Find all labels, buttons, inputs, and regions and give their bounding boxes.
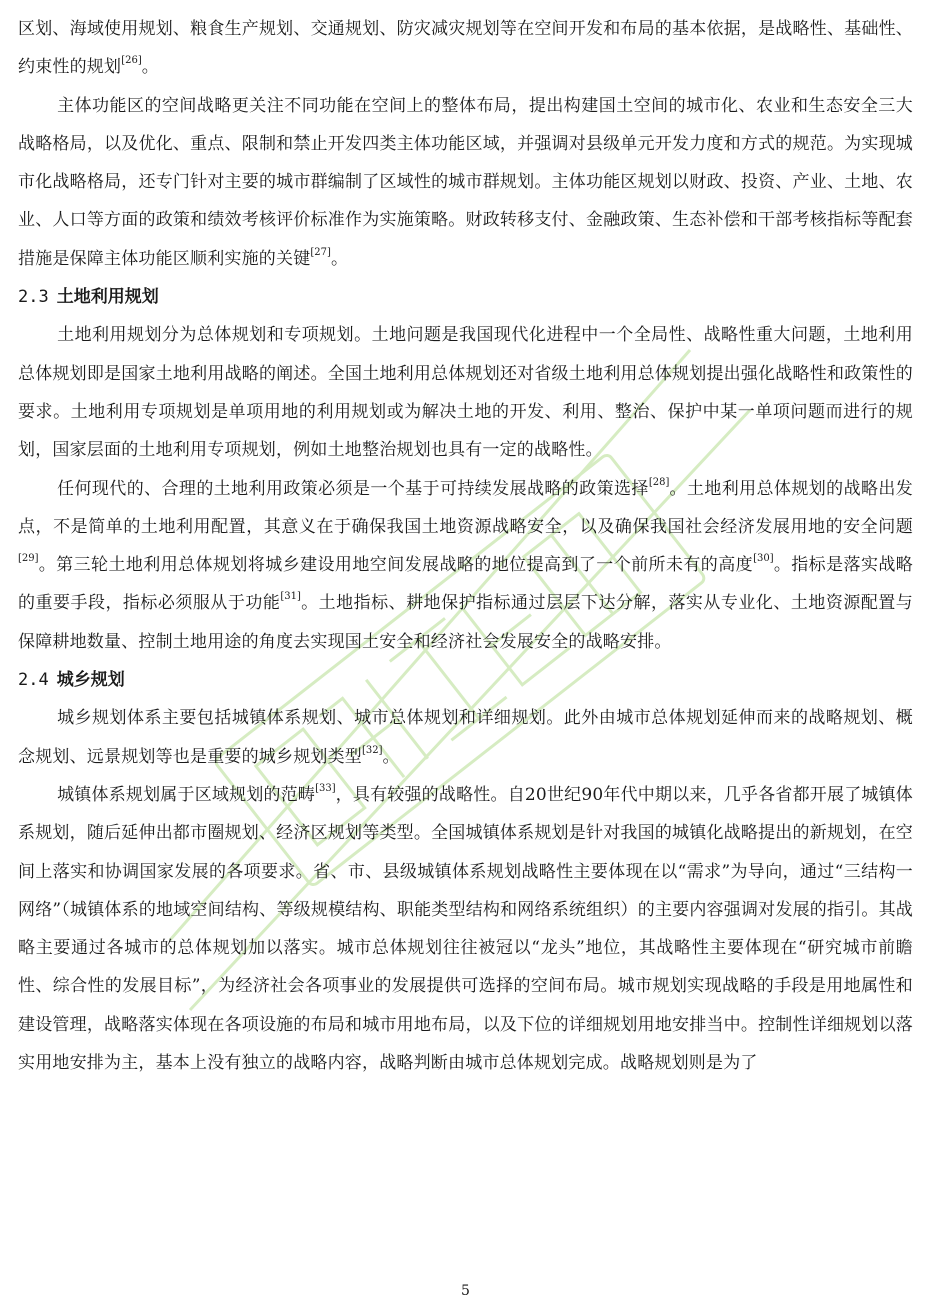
body-text-2-4 xyxy=(18,699,913,1082)
section-heading-2-4 xyxy=(18,661,913,699)
paragraph xyxy=(18,10,913,87)
paragraph xyxy=(18,699,913,776)
page-number: 5 xyxy=(461,1283,470,1299)
paragraph-text: 。 xyxy=(330,248,349,269)
citation-ref[interactable]: [27] xyxy=(310,246,331,258)
citation-ref[interactable]: [26] xyxy=(121,55,142,67)
section-number: 2.3 xyxy=(18,287,49,308)
citation-ref[interactable]: [33] xyxy=(315,782,336,794)
citation-ref[interactable]: [29] xyxy=(18,553,39,565)
document-page xyxy=(18,10,913,1082)
body-text-top xyxy=(18,10,913,278)
citation-ref[interactable]: [32] xyxy=(362,744,383,756)
paragraph-text: 主体功能区的空间战略更关注不同功能在空间上的整体布局，提出构建国土空间的城市化、农业和生态安全三大战略格局，以及优化、重点、限制和禁止开发四类主体功能区域，并强调对县级单元开发力度和方式的规范。为实现城市化战略格局，还专门针对主要的城市群编制了区域性的城市群规划。主体功能区规划以财政、投资、产业、土地、农业、人口等方面的政策和绩效考核评价标准作为实施策略。财政转移支付、金融政策、生态补偿和干部考核指标等配套措施是保障主体功能区顺利实施的关键 xyxy=(18,95,913,269)
paragraph-text: 土地利用规划分为总体规划和专项规划。土地问题是我国现代化进程中一个全局性、战略性重大问题，土地利用总体规划即是国家土地利用战略的阐述。全国土地利用总体规划还对省级土地利用总体规划提出强化战略性和政策性的要求。土地利用专项规划是单项用地的利用规划或为解决土地的开发、利用、整治、保护中某一单项问题而进行的规划，国家层面的土地利用专项规划，例如土地整治规划也具有一定的战略性。 xyxy=(18,325,913,461)
paragraph-text: 。 xyxy=(382,746,400,767)
paragraph xyxy=(18,316,913,469)
citation-ref[interactable]: [31] xyxy=(280,591,301,603)
citation-ref[interactable]: [30] xyxy=(753,553,774,565)
paragraph-text: 。第三轮土地利用总体规划将城乡建设用地空间发展战略的地位提高到了一个前所未有的高度 xyxy=(38,555,754,576)
paragraph xyxy=(18,470,913,661)
paragraph-text: 城乡规划体系主要包括城镇体系规划、城市总体规划和详细规划。此外由城市总体规划延伸而来的战略规划、概念规划、远景规划等也是重要的城乡规划类型 xyxy=(18,708,913,767)
paragraph-text: 区划、海域使用规划、粮食生产规划、交通规划、防灾减灾规划等在空间开发和布局的基本依据，是战略性、基础性、约束性的规划 xyxy=(18,19,913,78)
body-text-2-3 xyxy=(18,316,913,661)
citation-ref[interactable]: [28] xyxy=(648,476,670,488)
paragraph-text: 。指标是落实战略的重要手段，指标必须服从于功能 xyxy=(18,555,913,614)
section-heading-2-3 xyxy=(18,278,913,316)
paragraph xyxy=(18,776,913,1082)
paragraph-text: 城镇体系规划属于区域规划的范畴 xyxy=(57,784,316,805)
paragraph-text: 。土地指标、耕地保护指标通过层层下达分解，落实从专业化、土地资源配置与保障耕地数量、控制土地用途的角度去实现国土安全和经济社会发展安全的战略安排。 xyxy=(18,593,914,652)
section-title: 城乡规划 xyxy=(56,670,125,691)
paragraph-text: 。土地利用总体规划的战略出发点，不是简单的土地利用配置，其意义在于确保我国土地资源战略安全，以及确保我国社会经济发展用地的安全问题 xyxy=(18,478,913,537)
section-number: 2.4 xyxy=(18,670,49,691)
paragraph-text: 。 xyxy=(141,57,159,78)
paragraph-text: ，具有较强的战略性。自20世纪90年代中期以来，几乎各省都开展了城镇体系规划，随后延伸出都市圈规划、经济区规划等类型。全国城镇体系规划是针对我国的城镇化战略提出的新规划，在空间上落实和协调国家发展的各项要求。省、市、县级城镇体系规划战略性主要体现在以“需求”为导向，通过“三结构一网络”（城镇体系的地域空间结构、等级规模结构、职能类型结构和网络系统组织）的主要内容强调对发展的指引。其战略主要通过各城市的总体规划加以落实。城市总体规划往往被冠以“龙头”地位，其战略性主要体现在“研究城市前瞻性、综合性的发展目标”，为经济社会各项事业的发展提供可选择的空间布局。城市规划实现战略的手段是用地属性和建设管理，战略落实体现在各项设施的布局和城市用地布局，以及下位的详细规划用地安排当中。控制性详细规划以落实用地安排为主，基本上没有独立的战略内容，战略判断由城市总体规划完成。战略规划则是为了 xyxy=(18,784,914,1074)
paragraph xyxy=(18,87,913,278)
paragraph-text: 任何现代的、合理的土地利用政策必须是一个基于可持续发展战略的政策选择 xyxy=(57,478,649,499)
section-title: 土地利用规划 xyxy=(56,287,159,308)
